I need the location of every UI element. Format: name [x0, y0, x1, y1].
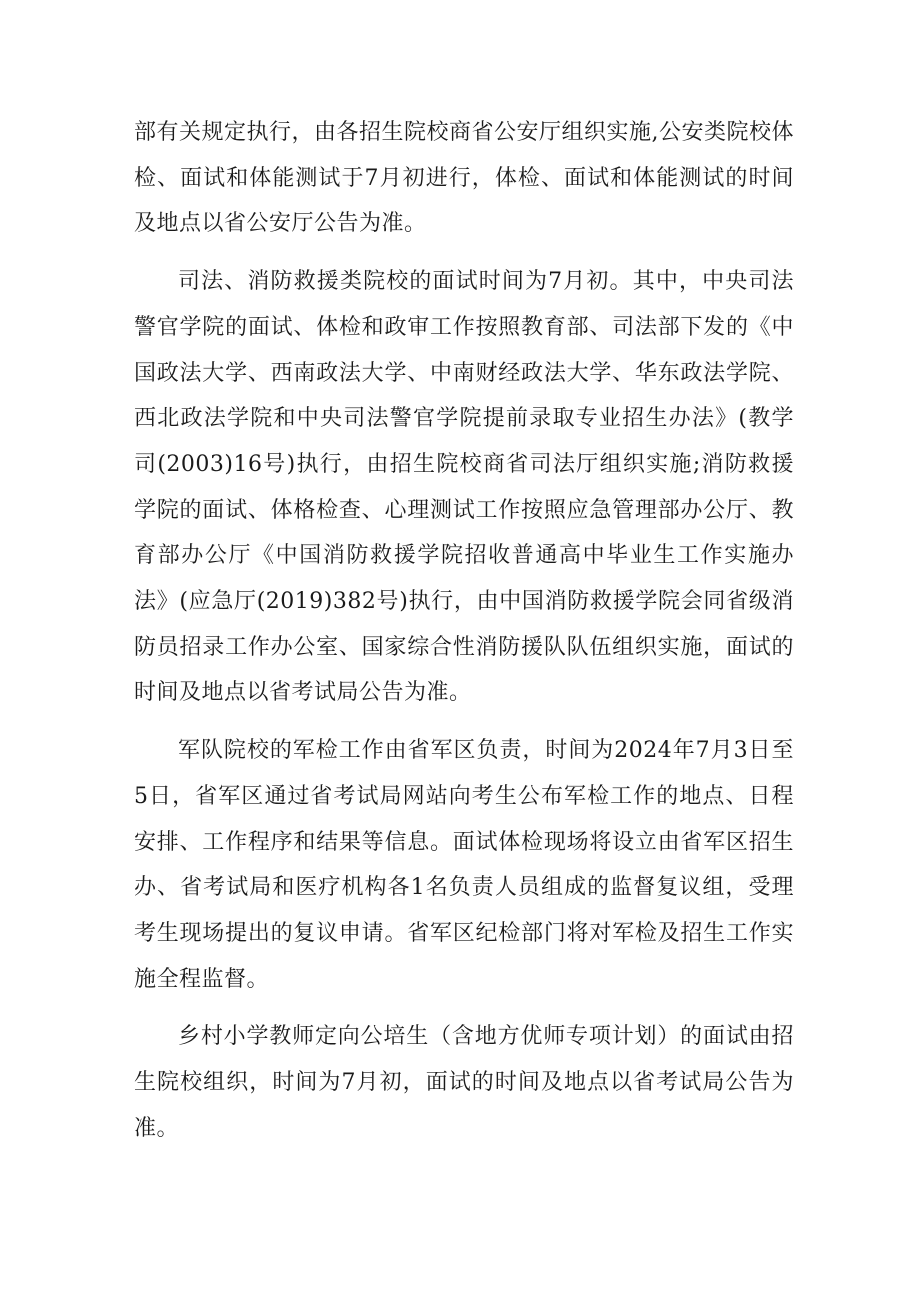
paragraph-military-academies: 军队院校的军检工作由省军区负责，时间为2024年7月3日至5日，省军区通过省考试局网站向考生公布军检工作的地点、日程安排、工作程序和结果等信息。面试体检现场将设立由省军区招生办、省考试局和医疗机构各1名负责人员组成的监督复议组，受理考生现场提出的复议申请。省军区纪检部门将对军检及招生工作实施全程监督。 — [134, 738, 794, 992]
paragraph-judicial-fire-rescue: 司法、消防救援类院校的面试时间为7月初。其中，中央司法警官学院的面试、体检和政审工作按照教育部、司法部下发的《中国政法大学、西南政法大学、中南财经政法大学、华东政法学院、西北政法学院和中央司法警官学院提前录取专业招生办法》(教学司(2003)16号)执行，由招生院校商省司法厅组织实施;消防救援学院的面试、体格检查、心理测试工作按照应急管理部办公厅、教育部办公厅《中国消防救援学院招收普通高中毕业生工作实施办法》(应急厅(2019)382号)执行，由中国消防救援学院会同省级消防员招录工作办公室、国家综合性消防援队队伍组织实施，面试的时间及地点以省考试局公告为准。 — [134, 269, 794, 706]
document-body — [134, 110, 794, 1151]
paragraph-rural-teachers: 乡村小学教师定向公培生（含地方优师专项计划）的面试由招生院校组织，时间为7月初，面试的时间及地点以省考试局公告为准。 — [134, 1024, 794, 1141]
paragraph-public-security-continued: 部有关规定执行，由各招生院校商省公安厅组织实施,公安类院校体检、面试和体能测试于7月初进行，体检、面试和体能测试的时间及地点以省公安厅公告为准。 — [134, 120, 794, 237]
